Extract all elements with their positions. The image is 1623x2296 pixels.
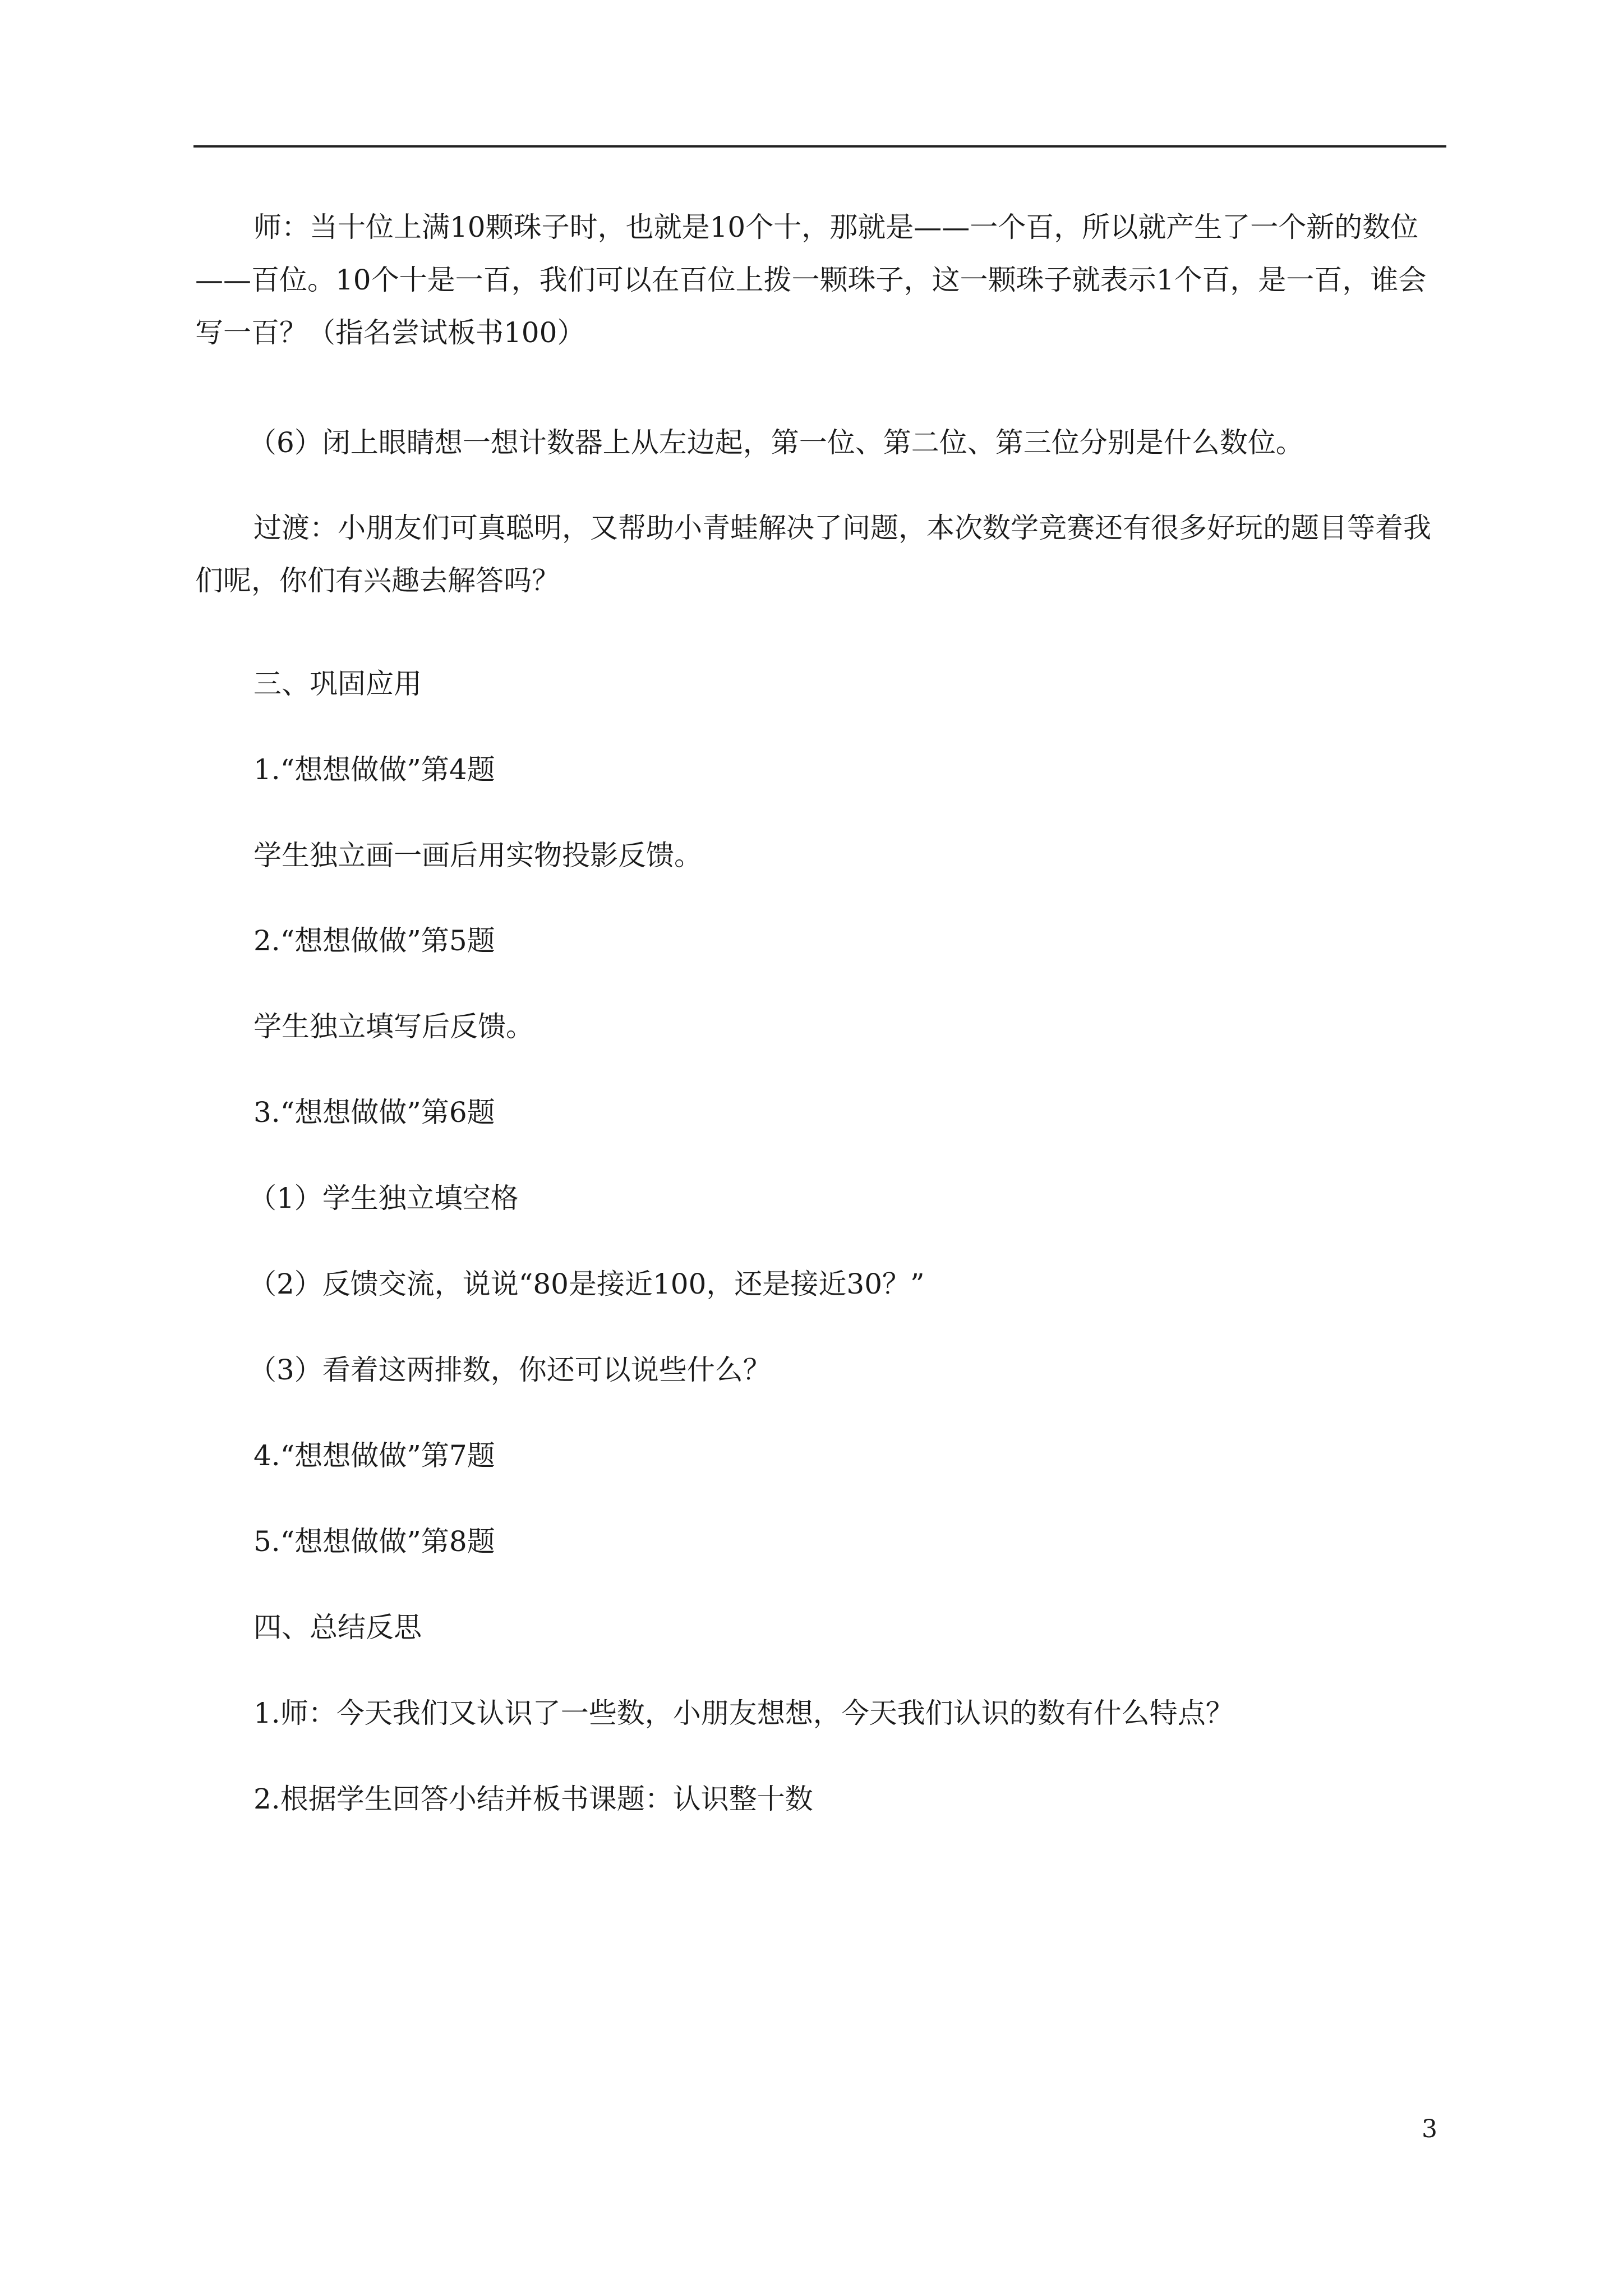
page-number: 3 — [1422, 2115, 1437, 2143]
summary-item-2: 2.根据学生回答小结并板书课题：认识整十数 — [253, 1783, 813, 1815]
list-item-2-description: 学生独立填写后反馈。 — [253, 1010, 534, 1043]
paragraph-teacher-hundred: 师：当十位上满10颗珠子时，也就是10个十，那就是——一个百，所以就产生了一个新的数位——百位。10个十是一百，我们可以在百位上拨一颗珠子，这一颗珠子就表示1个百，是一百，谁会写一百？（指名尝试板书100） — [195, 211, 1427, 349]
summary-item-1: 1.师：今天我们又认识了一些数，小朋友想想，今天我们认识的数有什么特点？ — [253, 1697, 1234, 1729]
list-item-1: 1.“想想做做”第4题 — [253, 753, 495, 786]
paragraph-step-6: （6）闭上眼睛想一想计数器上从左边起，第一位、第二位、第三位分别是什么数位。 — [248, 426, 1304, 459]
list-item-3-sub-3: （3）看着这两排数，你还可以说些什么？ — [248, 1354, 771, 1386]
list-item-3-sub-1: （1）学生独立填空格 — [248, 1182, 519, 1214]
list-item-2: 2.“想想做做”第5题 — [253, 924, 495, 957]
paragraph-transition: 过渡：小朋友们可真聪明，又帮助小青蛙解决了问题，本次数学竞赛还有很多好玩的题目等着我们呢，你们有兴趣去解答吗？ — [195, 512, 1431, 597]
list-item-4: 4.“想想做做”第7题 — [253, 1439, 495, 1472]
list-item-3-sub-2: （2）反馈交流，说说“80是接近100，还是接近30？” — [248, 1268, 925, 1300]
section-heading-consolidate: 三、巩固应用 — [253, 668, 422, 700]
list-item-3: 3.“想想做做”第6题 — [253, 1096, 495, 1129]
list-item-5: 5.“想想做做”第8题 — [253, 1525, 495, 1558]
header-rule — [193, 145, 1446, 148]
section-heading-summary: 四、总结反思 — [253, 1611, 422, 1644]
list-item-1-description: 学生独立画一画后用实物投影反馈。 — [253, 839, 702, 872]
